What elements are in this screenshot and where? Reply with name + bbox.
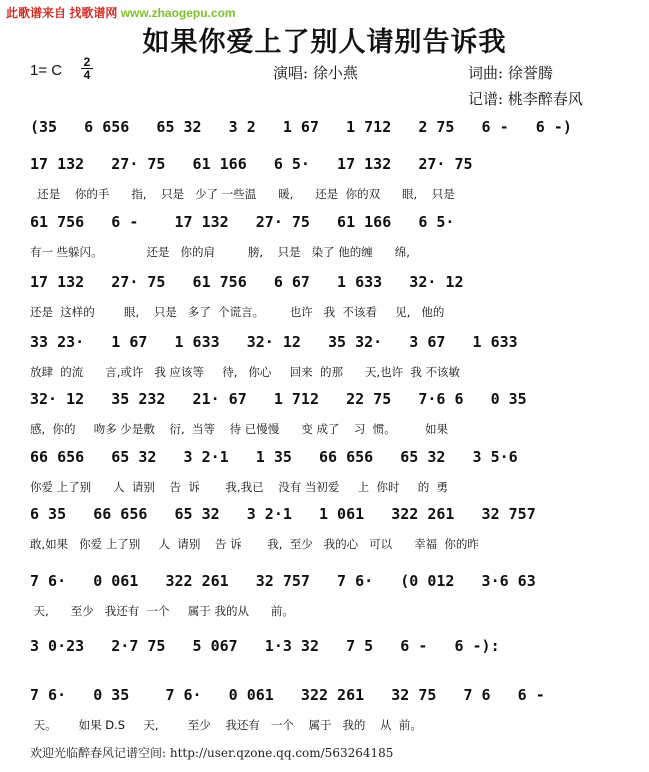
lyrics-line: 天, 至少 我还有 一个 属于 我的从 前。 — [30, 604, 294, 618]
lyrics-line: 放肆 的流 言,或许 我 应该等 待, 你心 回来 的那 天,也许 我 不该敏 — [30, 365, 461, 379]
notes-line: 61 756 6 - 17 132 27· 75 61 166 6 5· — [30, 213, 455, 231]
lyrics-line: 有一 些躲闪。 还是 你的肩 膀, 只是 染了 他的缠 绵, — [30, 245, 410, 259]
notes-line: (35 6 656 65 32 3 2 1 67 1 712 2 75 6 - 6 -) — [30, 118, 572, 136]
lyrics-line — [30, 668, 630, 686]
lyrics-line: 你爱 上了别 人 请别 告 诉 我,我已 没有 当初爱 上 你时 的 勇 — [30, 480, 449, 494]
lyrics-line: 天。 如果 D.S 天, 至少 我还有 一个 属于 我的 从 前。 — [30, 718, 422, 732]
lyrics-line: 感, 你的 吻多 少是敷 衍, 当等 待 已慢慢 变 成了 习 惯。 如果 — [30, 422, 449, 436]
notes-line: 17 132 27· 75 61 166 6 5· 17 132 27· 75 — [30, 155, 473, 173]
lyrics-line: 敢,如果 你爱 上了别 人 请别 告 诉 我, 至少 我的心 可以 幸福 你的昨 — [30, 537, 479, 551]
notes-line: 7 6· 0 061 322 261 32 757 7 6· (0 012 3·6 63 — [30, 572, 536, 590]
transcriber-credit: 记谱: 桃李醉春风 — [468, 90, 583, 108]
lyrics-line: 还是 你的手 指, 只是 少了 一些温 暖, 还是 你的双 眼, 只是 — [30, 187, 455, 201]
song-title: 如果你爱上了别人请别告诉我 — [142, 27, 507, 58]
singer-credit: 演唱: 徐小燕 — [273, 64, 358, 82]
score-row-8 — [30, 505, 630, 575]
site-watermark — [6, 4, 236, 21]
time-bottom: 4 — [83, 68, 91, 82]
time-top: 2 — [83, 55, 91, 69]
notes-line: 32· 12 35 232 21· 67 1 712 22 75 7·6 6 0 35 — [30, 390, 527, 408]
score-row-9 — [30, 572, 630, 642]
watermark-text: 此歌谱来自 找歌谱网 — [6, 6, 118, 20]
lyrics-line: 还是 这样的 眼, 只是 多了 个谎言。 也许 我 不该看 见, 他的 — [30, 305, 445, 319]
notes-line: 17 132 27· 75 61 756 6 67 1 633 32· 12 — [30, 273, 464, 291]
notes-line: 3 0·23 2·7 75 5 067 1·3 32 7 5 6 - 6 -): — [30, 637, 500, 655]
footer-credit: 欢迎光临醉春风记谱空间: http://user.qzone.qq.com/563264185 — [30, 746, 394, 760]
notes-line: 33 23· 1 67 1 633 32· 12 35 32· 3 67 1 633 — [30, 333, 518, 351]
watermark-url: www.zhaogepu.com — [120, 6, 236, 20]
notes-line: 66 656 65 32 3 2·1 1 35 66 656 65 32 3 5·6 — [30, 448, 518, 466]
composer-credit: 词曲: 徐誉腾 — [468, 64, 553, 82]
notes-line: 7 6· 0 35 7 6· 0 061 322 261 32 75 7 6 6 - — [30, 686, 545, 704]
notes-line: 6 35 66 656 65 32 3 2·1 1 061 322 261 32 757 — [30, 505, 536, 523]
time-signature — [80, 56, 94, 81]
key-signature: 1= C — [30, 62, 63, 79]
